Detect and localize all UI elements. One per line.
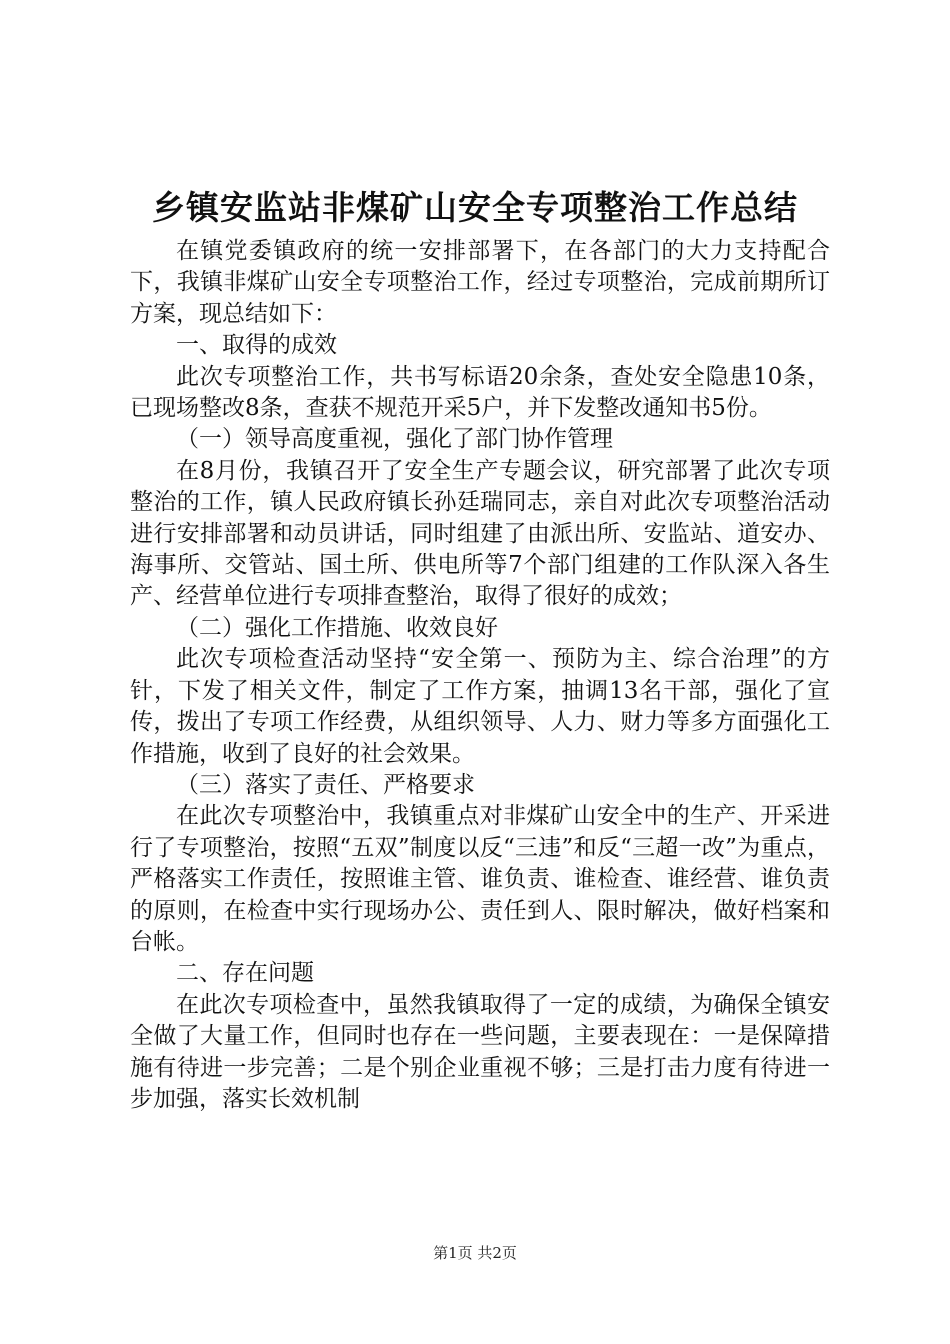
subsection-heading-leadership: （一）领导高度重视，强化了部门协作管理 [176, 426, 613, 453]
section-heading-achievements: 一、取得的成效 [176, 332, 337, 359]
document-body [130, 236, 830, 1115]
subsection-heading-measures: （二）强化工作措施、收效良好 [176, 614, 498, 641]
section-heading-problems: 二、存在问题 [176, 960, 314, 987]
problems-paragraph: 在此次专项检查中，虽然我镇取得了一定的成绩，为确保全镇安全做了大量工作，但同时也存在一些问题，主要表现在：一是保障措施有待进一步完善；二是个别企业重视不够；三是打击力度有待进一步加强，落实长效机制 [130, 991, 830, 1112]
document-title: 乡镇安监站非煤矿山安全专项整治工作总结 [152, 188, 798, 227]
responsibility-paragraph: 在此次专项整治中，我镇重点对非煤矿山安全中的生产、开采进行了专项整治，按照“五双”制度以反“三违”和反“三超一改”为重点，严格落实工作责任，按照谁主管、谁负责、谁检查、谁经营、谁负责的原则，在检查中实行现场办公、责任到人、限时解决，做好档案和台帐。 [130, 803, 830, 955]
page-number-footer: 第1页 共2页 [433, 1244, 517, 1262]
leadership-paragraph: 在8月份，我镇召开了安全生产专题会议，研究部署了此次专项整治的工作，镇人民政府镇长孙廷瑞同志，亲自对此次专项整治活动进行安排部署和动员讲话，同时组建了由派出所、安监站、道安办、海事所、交管站、国土所、供电所等7个部门组建的工作队深入各生产、经营单位进行专项排查整治，取得了很好的成效； [130, 457, 830, 610]
achievements-paragraph: 此次专项整治工作，共书写标语20余条，查处安全隐患10条，已现场整改8条，查获不规范开采5户，并下发整改通知书5份。 [130, 363, 830, 422]
measures-paragraph: 此次专项检查活动坚持“安全第一、预防为主、综合治理”的方针，下发了相关文件，制定了工作方案，抽调13名干部，强化了宣传，拨出了专项工作经费，从组织领导、人力、财力等多方面强化工作措施，收到了良好的社会效果。 [130, 646, 830, 767]
intro-paragraph: 在镇党委镇政府的统一安排部署下，在各部门的大力支持配合下，我镇非煤矿山安全专项整治工作，经过专项整治，完成前期所订方案，现总结如下： [130, 238, 830, 327]
subsection-heading-responsibility: （三）落实了责任、严格要求 [176, 771, 475, 798]
